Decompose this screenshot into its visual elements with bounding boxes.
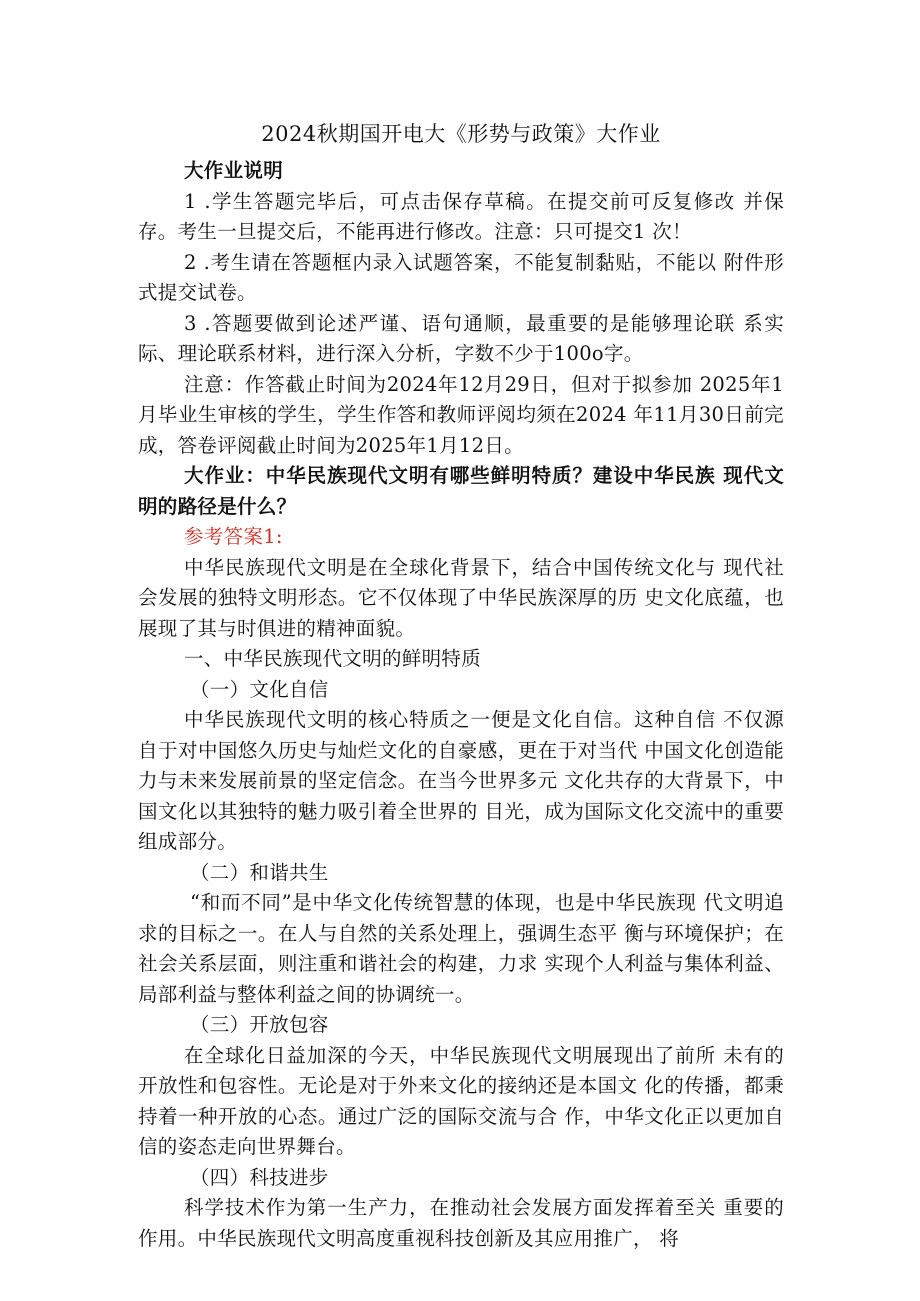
subsection-heading-1: （一）文化自信	[190, 677, 329, 701]
subsection-body-2: “和而不同”是中华文化传统智慧的体现，也是中华民族现 代文明追求的目标之一。在人与自然的关系处理上，强调生态平 衡与环境保护；在社会关系层面，则注重和谐社会的构建，力求 实现个人利益与集体利益、局部利益与整体利益之间的协调统一。	[138, 891, 784, 1006]
document-page	[138, 118, 784, 1254]
assignment-question: 大作业：中华民族现代文明有哪些鲜明特质？建设中华民族 现代文明的路径是什么？	[138, 464, 784, 518]
subsection-body-4: 科学技术作为第一生产力，在推动社会发展方面发挥着至关 重要的作用。中华民族现代文明高度重视科技创新及其应用推广， 将	[138, 1196, 784, 1250]
instruction-3: 3 .答题要做到论述严谨、语句通顺，最重要的是能够理论联 系实际、理论联系材料，进行深入分析，字数不少于100o字。	[138, 311, 784, 365]
subsection-body-1: 中华民族现代文明的核心特质之一便是文化自信。这种自信 不仅源自于对中国悠久历史与灿烂文化的自豪感，更在于对当代 中国文化创造能力与未来发展前景的坚定信念。在当今世界多元 文化共存的大背景下，中国文化以其独特的魅力吸引着全世界的 目光，成为国际文化交流中的重要组成部分。	[138, 708, 784, 853]
instructions-heading: 大作业说明	[184, 159, 284, 182]
subsection-body-3: 在全球化日益加深的今天，中华民族现代文明展现出了前所 未有的开放性和包容性。无论是对于外来文化的接纳还是本国文 化的传播，都秉持着一种开放的心态。通过广泛的国际交流与合 作，中华文化正以更加自信的姿态走向世界舞台。	[138, 1043, 784, 1158]
answer-label: 参考答案1:	[184, 525, 283, 548]
document-title: 2024秋期国开电大《形势与政策》大作业	[261, 122, 661, 146]
subsection-heading-2: （二）和谐共生	[190, 860, 329, 884]
instruction-1: 1 .学生答题完毕后，可点击保存草稿。在提交前可反复修改 并保存。考生一旦提交后，不能再进行修改。注意：只可提交1 次！	[138, 189, 784, 243]
instruction-2: 2 .考生请在答题框内录入试题答案，不能复制黏贴，不能以 附件形式提交试卷。	[138, 250, 784, 304]
deadline-note: 注意：作答截止时间为2024年12月29日，但对于拟参加 2025年1月毕业生审核的学生，学生作答和教师评阅均须在2024 年11月30日前完成，答卷评阅截止时间为2025年1月12日。	[138, 372, 784, 457]
subsection-heading-4: （四）科技进步	[190, 1165, 329, 1189]
section-heading-1: 一、中华民族现代文明的鲜明特质	[184, 647, 482, 670]
subsection-heading-3: （三）开放包容	[190, 1013, 329, 1036]
answer-intro: 中华民族现代文明是在全球化背景下，结合中国传统文化与 现代社会发展的独特文明形态。它不仅体现了中华民族深厚的历 史文化底蕴，也展现了其与时俱进的精神面貌。	[138, 555, 784, 640]
